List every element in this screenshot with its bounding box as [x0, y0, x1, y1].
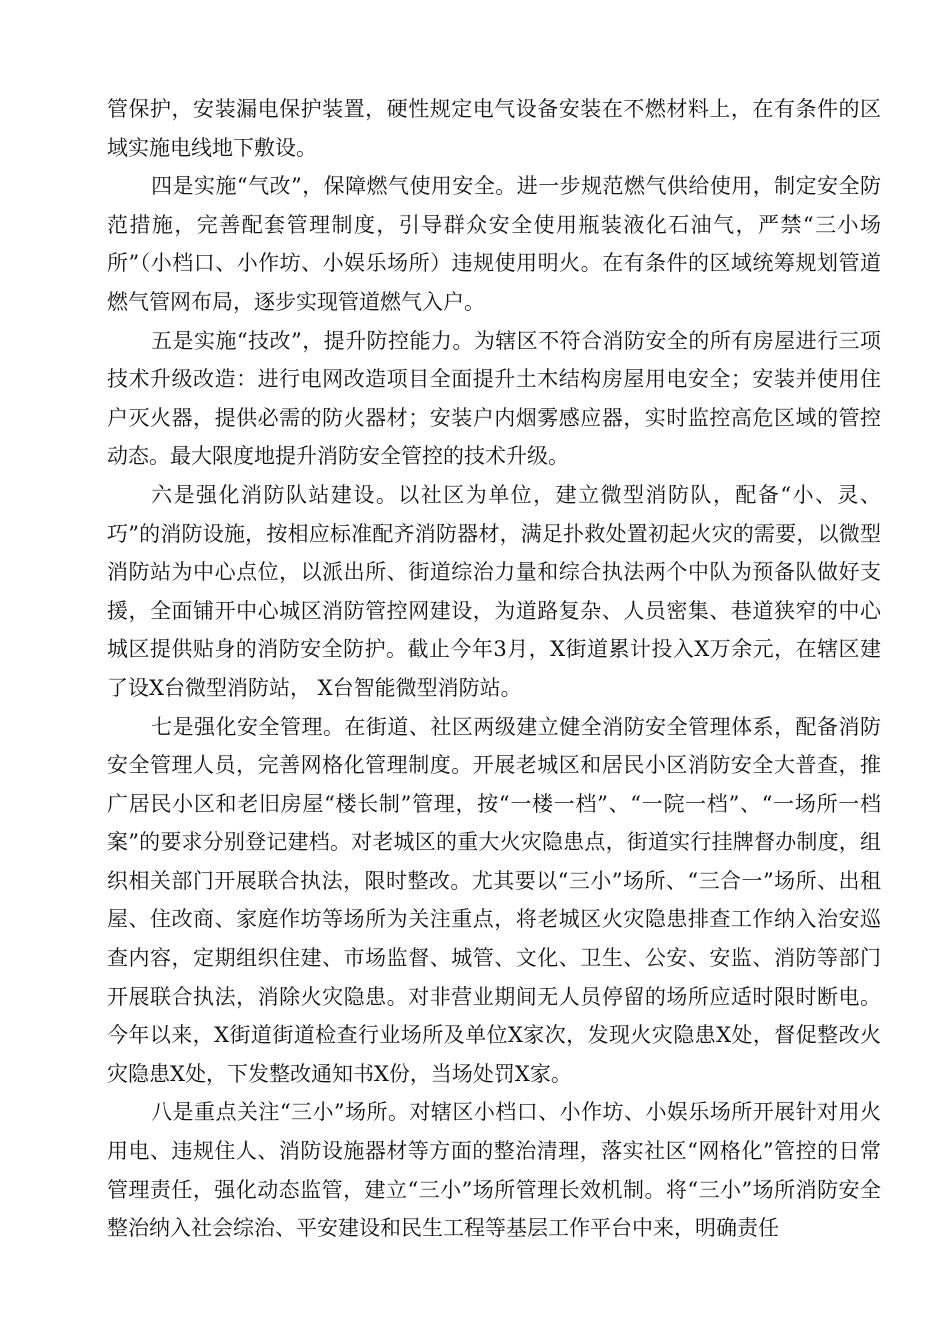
paragraph-three-small-venues: 八是重点关注“三小”场所。对辖区小档口、小作坊、小娱乐场所开展针对用火用电、违规住人、消防设施器材等方面的整治清理，落实社区“网格化”管控的日常管理责任，强化动态监管，建立“三小”场所管理长效机制。将“三小”场所消防安全整治纳入社会综治、平安建设和民生工程等基层工作平台中来，明确责任 — [107, 1100, 881, 1241]
paragraph-tech-upgrade: 五是实施“技改”，提升防控能力。为辖区不符合消防安全的所有房屋进行三项技术升级改造：进行电网改造项目全面提升土木结构房屋用电安全；安装并使用住户灭火器，提供必需的防火器材；安装户内烟雾感应器，实时监控高危区域的管控动态。最大限度地提升消防安全管控的技术升级。 — [107, 328, 881, 469]
paragraph-fire-station: 六是强化消防队站建设。以社区为单位，建立微型消防队，配备“小、灵、巧”的消防设施，按相应标准配齐消防器材，满足扑救处置初起火灾的需要，以微型消防站为中心点位，以派出所、街道综治力量和综合执法两个中队为预备队做好支援，全面铺开中心城区消防管控网建设，为道路复杂、人员密集、巷道狭窄的中心城区提供贴身的消防安全防护。截止今年3月，X街道累计投入X万余元，在辖区建了设X台微型消防站， X台智能微型消防站。 — [107, 482, 881, 700]
paragraph-continuation: 管保护，安装漏电保护装置，硬性规定电气设备安装在不燃材料上，在有条件的区域实施电线地下敷设。 — [107, 97, 881, 160]
document-body — [107, 90, 881, 1248]
paragraph-gas-safety: 四是实施“气改”，保障燃气使用安全。进一步规范燃气供给使用，制定安全防范措施，完善配套管理制度，引导群众安全使用瓶装液化石油气，严禁“三小场所”（小档口、小作坊、小娱乐场所）违规使用明火。在有条件的区域统筹规划管道燃气管网布局，逐步实现管道燃气入户。 — [107, 174, 881, 314]
paragraph-safety-management: 七是强化安全管理。在街道、社区两级建立健全消防安全管理体系，配备消防安全管理人员，完善网格化管理制度。开展老城区和居民小区消防安全大普查，推广居民小区和老旧房屋“楼长制”管理，按“一楼一档”、“一院一档”、“一场所一档案”的要求分别登记建档。对老城区的重大火灾隐患点，街道实行挂牌督办制度，组织相关部门开展联合执法，限时整改。尤其要以“三小”场所、“三合一”场所、出租屋、住改商、家庭作坊等场所为关注重点，将老城区火灾隐患排查工作纳入治安巡查内容，定期组织住建、市场监督、城管、文化、卫生、公安、安监、消防等部门开展联合执法，消除火灾隐患。对非营业期间无人员停留的场所应适时限时断电。今年以来，X街道街道检查行业场所及单位X家次，发现火灾隐患X处，督促整改火灾隐患X处，下发整改通知书X份，当场处罚X家。 — [107, 714, 881, 1086]
